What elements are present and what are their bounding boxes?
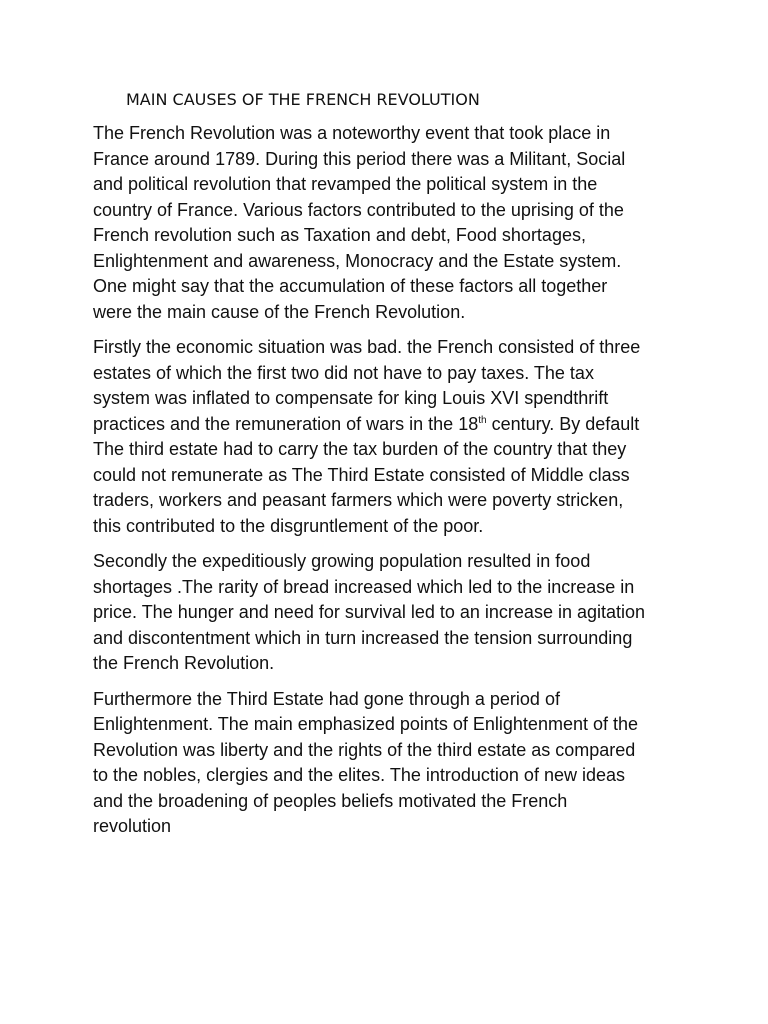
text-line: price. The hunger and need for survival led to an increase in agitation — [93, 602, 646, 622]
text-line: Enlightenment. The main emphasized points of Enlightenment of the — [93, 714, 639, 734]
paragraph-enlightenment — [93, 687, 683, 840]
text-segment: century. By default — [486, 413, 640, 434]
text-line: Firstly the economic situation was bad. the French consisted of three — [93, 337, 641, 357]
text-line: and the broadening of peoples beliefs motivated the French — [93, 790, 568, 811]
text-line: could not remunerate as The Third Estate consisted of Middle class — [93, 464, 630, 485]
text-line: The French Revolution was a noteworthy event that took place in — [93, 123, 611, 143]
text-line: traders, workers and peasant farmers which were poverty stricken, — [93, 490, 624, 510]
text-line: Furthermore the Third Estate had gone through a period of — [93, 688, 560, 709]
text-line: were the main cause of the French Revolution. — [93, 301, 466, 322]
text-line: Secondly the expeditiously growing population resulted in food — [93, 551, 591, 571]
text-line: system was inflated to compensate for king Louis XVI spendthrift — [93, 388, 609, 408]
text-line: revolution — [93, 816, 172, 836]
text-line: the French Revolution. — [93, 653, 275, 673]
text-line: to the nobles, clergies and the elites. The introduction of new ideas — [93, 765, 626, 785]
text-line: estates of which the first two did not have to pay taxes. The tax — [93, 362, 594, 383]
text-line: One might say that the accumulation of these factors all together — [93, 276, 608, 296]
text-line: and political revolution that revamped the political system in the — [93, 174, 598, 194]
paragraph-economic — [93, 335, 683, 539]
text-line: shortages .The rarity of bread increased which led to the increase in — [93, 576, 635, 597]
document-body — [93, 121, 683, 850]
text-line: French revolution such as Taxation and debt, Food shortages, — [93, 225, 586, 245]
text-line: this contributed to the disgruntlement of the poor. — [93, 515, 484, 536]
text-line: Revolution was liberty and the rights of the third estate as compared — [93, 739, 636, 760]
text-line: country of France. Various factors contributed to the uprising of the — [93, 199, 624, 220]
text-line: Enlightenment and awareness, Monocracy and the Estate system. — [93, 250, 622, 271]
document-title: MAIN CAUSES OF THE FRENCH REVOLUTION — [126, 90, 480, 109]
text-line: The third estate had to carry the tax burden of the country that they — [93, 439, 627, 459]
text-line-with-superscript — [93, 412, 683, 438]
paragraph-food — [93, 549, 683, 677]
superscript: th — [478, 414, 487, 426]
paragraph-intro — [93, 121, 683, 325]
text-segment: practices and the remuneration of wars in the 18 — [93, 413, 479, 434]
text-line: and discontentment which in turn increased the tension surrounding — [93, 627, 633, 648]
text-line: France around 1789. During this period there was a Militant, Social — [93, 148, 626, 169]
